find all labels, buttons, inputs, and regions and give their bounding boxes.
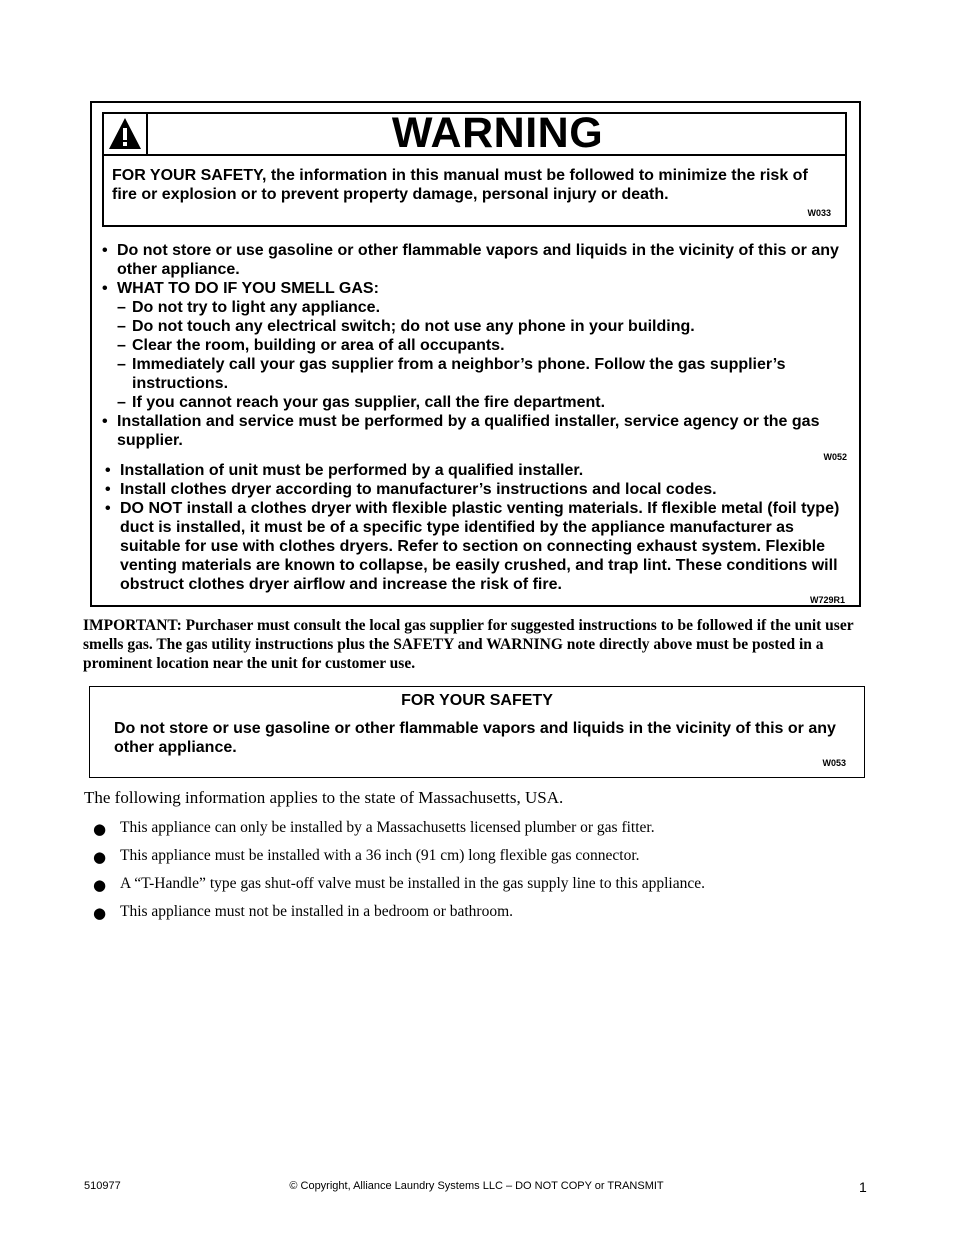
bullet: ●: [93, 904, 107, 922]
gas-warning-list: [102, 241, 852, 462]
massachusetts-list: [93, 819, 893, 931]
bullet: ●: [93, 876, 107, 894]
safety-box-text-block: [114, 719, 854, 768]
safety-intro-text: FOR YOUR SAFETY, the information in this manual must be followed to minimize the risk of fire or explosion or to prevent property damage, personal injury or death.: [112, 167, 808, 203]
list-item: – If you cannot reach your gas supplier, call the fire department.: [117, 394, 606, 411]
list-item: ● This appliance can only be installed by a Massachusetts licensed plumber or gas fitter.: [93, 819, 655, 838]
list-item: • DO NOT install a clothes dryer with flexible plastic venting materials. If flexible metal (foil type) duct is installed, it must be of a specific type identified by the appliance manufacturer as suitable for use with clothes dryers. Refer to section on connecting exhaust system. Flexible venting materials are known to collapse, be easily crushed, and trap lint. These conditions will obstruct clothes dryer airflow and increase the risk of fire.: [105, 500, 840, 593]
important-note: IMPORTANT: Purchaser must consult the local gas supplier for suggested instructions to be followed if the unit user smells gas. The gas utility instructions plus the SAFETY and WARNING note directly above must be posted in a prominent location near the unit for customer use.: [83, 617, 854, 672]
warning-icon-cell: [104, 114, 148, 154]
code-w033: W033: [807, 208, 831, 218]
list-item: • Installation and service must be performed by a qualified installer, service agency or the gas supplier.: [102, 413, 820, 449]
list-item: – Do not touch any electrical switch; do not use any phone in your building.: [117, 318, 695, 335]
code-w729r1: W729R1: [809, 595, 845, 605]
bullet: •: [102, 242, 108, 259]
list-item: ● A “T-Handle” type gas shut-off valve must be installed in the gas supply line to this appliance.: [93, 875, 706, 894]
list-item: • WHAT TO DO IF YOU SMELL GAS: – Do not try to light any appliance. – Do not touch any electrical switch; do not use any phone in your building. – Clear the room, building or area of all occupants. – Immediately call your gas supplier from a neighbor’s phone. Follow the gas supplier’s instructions. – If you cannot reach your gas supplier, call the fire department.: [102, 279, 852, 412]
bullet: •: [102, 280, 108, 297]
safety-box-title: FOR YOUR SAFETY: [401, 692, 553, 709]
bullet: •: [105, 462, 111, 479]
list-item: ● This appliance must not be installed in a bedroom or bathroom.: [93, 903, 514, 922]
list-item: • Do not store or use gasoline or other flammable vapors and liquids in the vicinity of this or any other appliance.: [102, 242, 839, 278]
warning-triangle-icon: [108, 117, 142, 150]
bullet: •: [105, 500, 111, 517]
bullet: ●: [93, 848, 107, 866]
list-item: – Clear the room, building or area of all occupants.: [117, 337, 505, 354]
installation-warning-list: [105, 461, 850, 605]
bullet: ●: [93, 820, 107, 838]
code-w052: W052: [823, 452, 847, 462]
page-number: 1: [859, 1179, 867, 1195]
doc-number: 510977: [84, 1180, 121, 1192]
warning-title: WARNING: [391, 109, 604, 157]
code-row: [105, 595, 850, 605]
bullet: •: [105, 481, 111, 498]
safety-intro: [112, 166, 837, 218]
code-w053: W053: [822, 758, 846, 768]
massachusetts-intro: The following information applies to the state of Massachusetts, USA.: [84, 788, 564, 807]
list-item: – Immediately call your gas supplier from a neighbor’s phone. Follow the gas supplier’s instructions.: [117, 356, 786, 392]
list-item: • Installation of unit must be performed by a qualified installer.: [105, 462, 584, 479]
copyright-notice: © Copyright, Alliance Laundry Systems LLC – DO NOT COPY or TRANSMIT: [289, 1180, 664, 1192]
list-item: – Do not try to light any appliance.: [117, 299, 381, 316]
gas-steps-list: [117, 298, 852, 412]
safety-box-text: Do not store or use gasoline or other flammable vapors and liquids in the vicinity of this or any other appliance.: [114, 720, 836, 756]
list-item: ● This appliance must be installed with a 36 inch (91 cm) long flexible gas connector.: [93, 847, 640, 866]
bullet: •: [102, 413, 108, 430]
list-item: • Install clothes dryer according to manufacturer’s instructions and local codes.: [105, 481, 717, 498]
